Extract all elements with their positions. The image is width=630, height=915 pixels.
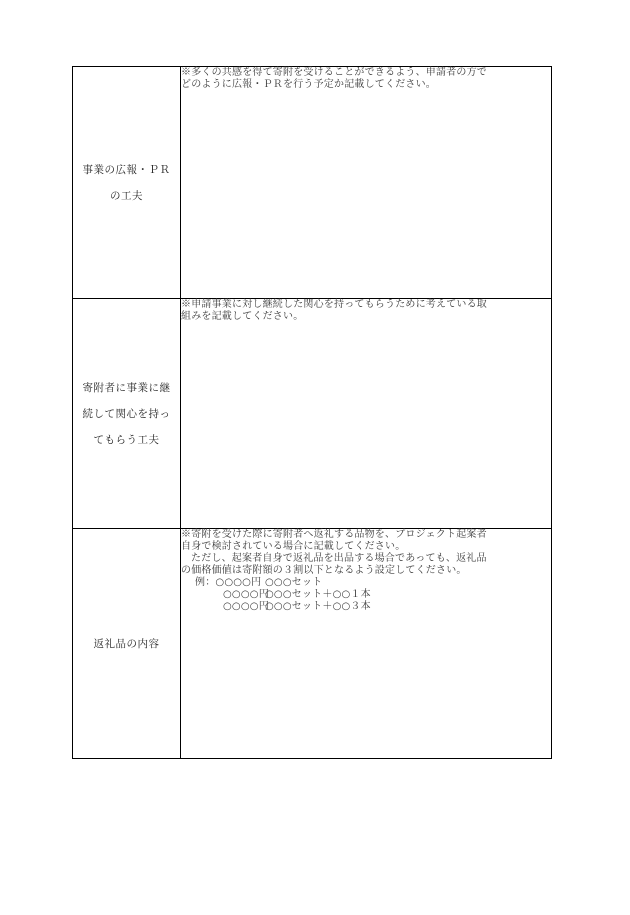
- field-donor-engagement[interactable]: [181, 299, 552, 529]
- label-line: てもらう工夫: [93, 433, 160, 446]
- field-return-gift[interactable]: [181, 529, 552, 759]
- instruction-text: 組みを記載してください。: [181, 311, 304, 322]
- example-item: ○○○セット: [265, 577, 323, 588]
- instruction-text: 自身で検討されている場合に記載してください。: [181, 541, 406, 552]
- row-pr-plan: [73, 67, 552, 299]
- instruction-text: ※寄附を受けた際に寄附者へ返礼する品物を、プロジェクト起案者: [181, 529, 487, 540]
- row-donor-engagement: [73, 299, 552, 529]
- example-item: ○○○セット＋○○１本: [265, 589, 371, 600]
- label-pr-plan: [73, 67, 181, 299]
- field-pr-plan[interactable]: [181, 67, 552, 299]
- row-return-gift: [73, 529, 552, 759]
- label-line: の工夫: [110, 189, 143, 202]
- label-line: 続して関心を持っ: [82, 407, 171, 420]
- instruction-text: ※申請事業に対し継続した関心を持ってもらうために考えている取: [181, 299, 487, 310]
- example-price: ○○○○円: [223, 601, 269, 612]
- label-line: 返礼品の内容: [93, 637, 160, 650]
- example-row: [181, 577, 551, 589]
- example-row: [181, 601, 551, 613]
- label-line: 事業の広報・ＰＲ: [82, 163, 171, 176]
- label-donor-engagement: [73, 299, 181, 529]
- label-return-gift: [73, 529, 181, 759]
- label-line: 寄附者に事業に継: [82, 381, 171, 394]
- instruction-text: の価格価値は寄附額の３割以下となるよう設定してください。: [181, 565, 467, 576]
- instruction-text: ※多くの共感を得て寄附を受けることができるよう、申請者の方で: [181, 67, 487, 78]
- application-form-table: [72, 66, 552, 759]
- example-row: [181, 589, 551, 601]
- example-price: ○○○○円: [223, 589, 269, 600]
- instruction-text: どのように広報・ＰＲを行う予定か記載してください。: [181, 79, 436, 90]
- example-item: ○○○セット＋○○３本: [265, 601, 371, 612]
- instruction-text: ただし、起案者自身で返礼品を出品する場合であっても、返礼品: [191, 553, 487, 564]
- example-price: 例：○○○○円: [195, 577, 262, 588]
